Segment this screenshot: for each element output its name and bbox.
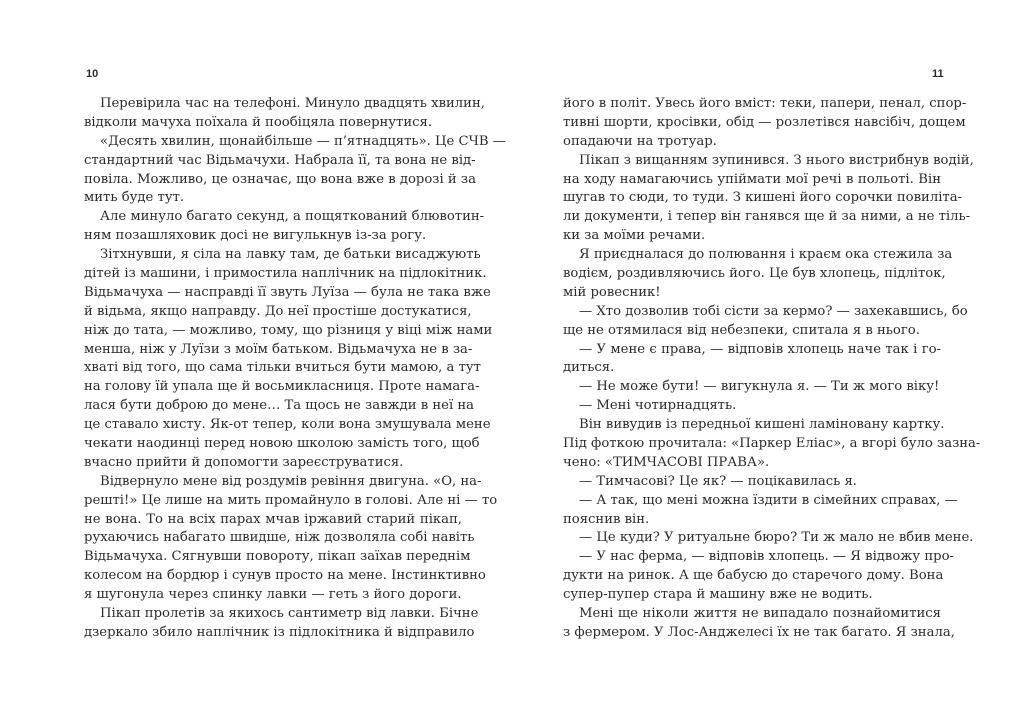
- text-line: це ставало хисту. Як-от тепер, коли вона змушувала мене: [84, 417, 491, 433]
- text-line: на ходу намагаючись упіймати мої речі в польоті. Він: [563, 171, 941, 187]
- text-line: водієм, роздивляючись його. Це був хлопець, підліток,: [563, 266, 946, 282]
- left-page-number: 10: [86, 68, 99, 80]
- text-line: — Хто дозволив тобі сісти за кермо? — захекавшись, бо: [579, 303, 968, 319]
- text-line: відколи мачуха поїхала й пообіцяла повернутися.: [84, 114, 433, 130]
- text-line: рухаючись набагато швидше, ніж дозволяла собі навіть: [84, 530, 475, 546]
- text-line: ням позашляховик досі не вигулькнув із-за рогу.: [84, 228, 427, 244]
- right-page-text: [563, 95, 981, 643]
- text-line: пояснив він.: [563, 511, 650, 527]
- text-line: супер-пупер стара й машину вже не водить.: [563, 587, 873, 603]
- text-line: на голову їй упала ще й восьмикласниця. Проте намага-: [84, 379, 480, 395]
- text-line: — Тимчасові? Це як? — поцікавилась я.: [579, 473, 857, 489]
- text-line: тивні шорти, кросівки, обід — розлетівся навсібіч, дощем: [563, 114, 966, 130]
- text-line: ки за моїми речами.: [563, 228, 706, 244]
- text-line: Пікап з вищанням зупинився. З нього вистрибнув водій,: [579, 152, 974, 168]
- text-line: решті!» Це лише на мить промайнуло в голові. Але ні — то: [84, 492, 498, 508]
- text-line: Перевірила час на телефоні. Минуло двадцять хвилин,: [100, 96, 485, 111]
- text-line: стандартний час Відьмачухи. Набрала її, та вона не від-: [84, 152, 476, 168]
- text-line: Пікап пролетів за якихось сантиметр від лавки. Бічне: [100, 606, 479, 622]
- text-line: опадаючи на тротуар.: [563, 133, 717, 149]
- text-line: Відьмачуха. Сягнувши повороту, пікап заїхав переднім: [84, 549, 471, 565]
- text-line: з фермером. У Лос-Анджелесі їх не так багато. Я знала,: [563, 624, 955, 640]
- text-line: — А так, що мені можна їздити в сімейних справах, —: [579, 492, 958, 508]
- text-line: мить буде тут.: [84, 190, 185, 206]
- text-line: колесом на бордюр і сунув просто на мене. Інстинктивно: [84, 568, 486, 584]
- text-line: чено: «ТИМЧАСОВІ ПРАВА».: [563, 454, 770, 470]
- text-line: «Десять хвилин, щонайбільше — п’ятнадцять». Це СЧВ —: [100, 133, 506, 149]
- text-line: ніж до тата, — можливо, тому, що різниця у віці між нами: [84, 322, 493, 338]
- text-line: — Мені чотирнадцять.: [579, 398, 737, 414]
- text-line: лася бути доброю до мене… Та щось не завжди в неї на: [84, 398, 475, 414]
- text-line: диться.: [563, 360, 615, 376]
- text-line: мій ровесник!: [563, 284, 661, 300]
- text-line: Відвернуло мене від роздумів ревіння двигуна. «О, на-: [100, 473, 482, 489]
- text-line: хваті від того, що сама тільки вчиться бути мамою, а тут: [84, 360, 481, 376]
- text-line: — У мене є права, — відповів хлопець наче так і го-: [579, 341, 941, 357]
- text-line: Відьмачуха — насправді її звуть Луїза — була не така вже: [84, 284, 491, 300]
- text-line: не вона. То на всіх парах мчав іржавий старий пікап,: [84, 511, 462, 527]
- text-line: менша, ніж у Луїзи з моїм батьком. Відьмачуха не в за-: [84, 341, 473, 357]
- text-line: дітей із машини, і примостила наплічник на підлокітник.: [84, 266, 487, 282]
- text-line: ще не отямилася від небезпеки, спитала я в нього.: [563, 322, 920, 338]
- left-page-text: [84, 95, 506, 643]
- text-line: його в політ. Увесь його вміст: теки, папери, пенал, спор-: [563, 96, 967, 111]
- text-line: й відьма, якщо направду. До неї простіше достукатися,: [84, 303, 472, 319]
- text-line: вчасно прийти й допомогти зареєструватися.: [84, 454, 404, 470]
- text-line: дукти на ринок. А ще бабусю до старечого дому. Вона: [563, 568, 944, 584]
- text-line: Я приєдналася до полювання і краєм ока стежила за: [579, 247, 953, 263]
- text-line: Під фоткою прочитала: «Паркер Еліас», а вгорі було зазна-: [563, 436, 981, 452]
- text-line: — Це куди? У ритуальне бюро? Ти ж мало не вбив мене.: [579, 530, 974, 546]
- text-line: — У нас ферма, — відповів хлопець. — Я відвожу про-: [579, 549, 954, 565]
- text-line: шугав то сюди, то туди. З кишені його сорочки повиліта-: [563, 190, 963, 206]
- right-page-number: 11: [932, 68, 944, 80]
- text-line: — Не може бути! — вигукнула я. — Ти ж мого віку!: [579, 379, 940, 395]
- text-line: ли документи, і тепер він ганявся ще й за ними, а не тіль-: [563, 209, 971, 225]
- text-line: повіла. Можливо, це означає, що вона вже в дорозі й за: [84, 171, 476, 187]
- text-line: Мені ще ніколи життя не випадало познайомитися: [579, 606, 941, 622]
- text-line: Зітхнувши, я сіла на лавку там, де батьки висаджують: [100, 247, 481, 263]
- text-line: Він вивудив із передньої кишені ламіновану картку.: [579, 417, 945, 433]
- text-line: Але минуло багато секунд, а пощяткований блювотин-: [100, 209, 485, 225]
- text-line: я шугонула через спинку лавки — геть з його дороги.: [84, 587, 462, 603]
- text-line: дзеркало збило наплічник із підлокітника й відправило: [84, 624, 475, 640]
- text-line: чекати наодинці перед новою школою замість того, щоб: [84, 436, 480, 452]
